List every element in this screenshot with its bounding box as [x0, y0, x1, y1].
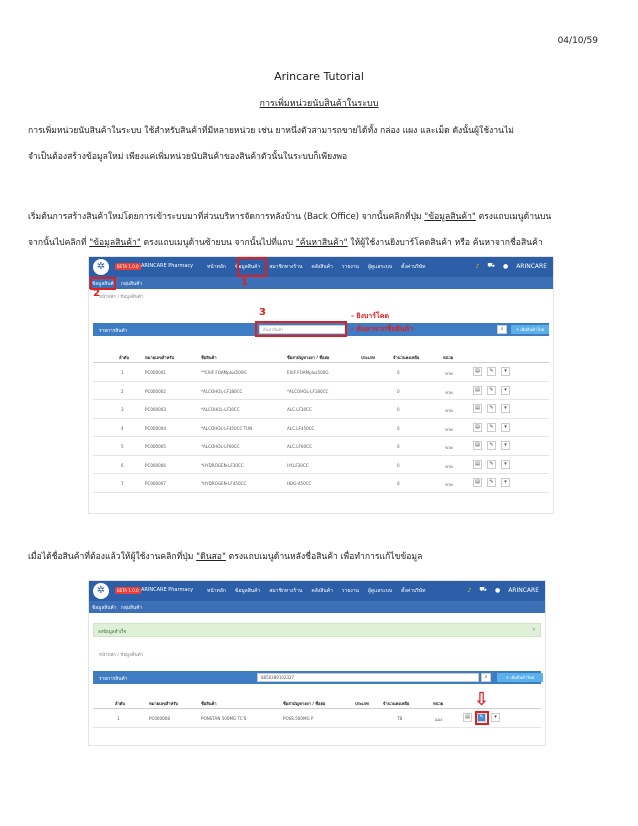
annotation-number-1: 1	[241, 277, 248, 288]
annotation-barcode-note: - ยิงบาร์โคด	[351, 312, 389, 320]
nav-inventory[interactable]: คลังสินค้า	[311, 588, 333, 594]
table-cell: ขวด	[445, 463, 453, 469]
product-list-label: รายการสินค้า	[99, 329, 128, 334]
annotation-number-3: 3	[259, 307, 266, 318]
table-cell: 5	[121, 444, 124, 449]
top-navbar	[89, 257, 553, 277]
user-name[interactable]: ARINCARE	[508, 586, 539, 594]
sub-navbar	[89, 277, 553, 289]
table-cell: PC000007	[145, 481, 166, 486]
step1-line-2: จากนั้นไปคลิกที่ "ข้อมูลสินค้า" ตรงแถบเมนูด้านซ้ายบน จากนั้นไปที่แถบ "ค้นหาสินค้า" ให้ผู้ใช้งานยิงบาร์โคดสินค้า หรือ ค้นหาจากชื่อสินค้า	[28, 238, 543, 248]
link-product-data-top: "ข้อมูลสินค้า"	[424, 212, 476, 222]
cart-icon[interactable]: ⛟	[479, 586, 487, 593]
table-cell: 0	[397, 407, 400, 412]
table-header-row: ลำดับ หมายเลขสำหรับ ชื่อสินค้า ชื่อสามัญทางยา / ชื่อย่อ ประเภท จำนวนคงเหลือ หน่วย	[93, 695, 541, 709]
document-icon[interactable]: ▤	[473, 441, 482, 450]
bell-icon[interactable]: ♪	[475, 262, 480, 270]
nav-home[interactable]: หน้าหลัก	[207, 588, 226, 594]
sub-navbar-2	[89, 601, 545, 613]
nav-admin[interactable]: ผู้ดูแลระบบ	[367, 588, 393, 594]
bell-icon[interactable]: ♪	[467, 586, 472, 594]
table-row	[93, 382, 549, 401]
subnav-product-groups[interactable]: กลุ่มสินค้า	[121, 606, 143, 611]
document-date: 04/10/59	[557, 36, 598, 46]
product-table	[93, 349, 549, 493]
product-list-label: รายการสินค้า	[99, 677, 128, 682]
product-list-header-2	[93, 671, 541, 684]
nav-product-data[interactable]: ข้อมูลสินค้า	[234, 264, 261, 270]
table-cell: *ALCOHOL-LF30CC	[201, 407, 240, 412]
caret-down-icon[interactable]: ▾	[501, 367, 510, 376]
step2-paragraph	[28, 544, 618, 570]
table-cell: PC000004	[145, 425, 166, 431]
pencil-icon[interactable]: ✎	[487, 386, 496, 395]
link-product-data-left: "ข้อมูลสินค้า"	[89, 238, 141, 248]
table-cell: ขวด	[445, 426, 453, 432]
table-header-row: ลำดับ หมายเลขสำหรับ ชื่อสินค้า ชื่อสามัญทางยา / ชื่อย่อ ประเภท จำนวนคงเหลือ หน่วย	[93, 349, 549, 363]
table-cell: 1	[121, 370, 124, 375]
table-cell: 0	[397, 370, 400, 375]
intro-paragraph	[28, 118, 618, 170]
pencil-icon[interactable]: ✎	[487, 423, 496, 432]
table-cell: PC000002	[145, 388, 166, 394]
table-cell: *HYDROGEN-LF30CC	[201, 462, 244, 468]
caret-down-icon[interactable]: ▾	[501, 423, 510, 432]
caret-down-icon[interactable]: ▾	[501, 460, 510, 469]
table-cell: 7	[121, 481, 124, 486]
annotation-box-search	[255, 321, 347, 337]
subnav-product-groups[interactable]: กลุ่มสินค้า	[121, 282, 143, 287]
table-row	[93, 437, 549, 456]
table-cell: PC000005	[145, 444, 166, 449]
search-input[interactable]: ค้นหาสินค้า	[259, 325, 347, 334]
pencil-icon[interactable]: ✎	[487, 460, 496, 469]
nav-reports[interactable]: รายงาน	[341, 588, 359, 594]
user-icon[interactable]: ●	[502, 262, 509, 270]
table-cell: PC000001	[145, 370, 166, 375]
top-navbar-2	[89, 581, 545, 601]
main-nav-2	[207, 587, 425, 595]
table-row	[93, 419, 549, 438]
user-icon[interactable]: ●	[494, 586, 501, 594]
table-cell: 0	[397, 425, 400, 431]
pencil-icon[interactable]: ✎	[487, 404, 496, 413]
document-icon[interactable]: ▤	[463, 713, 472, 722]
annotation-search-note: - ค้นหาจากชื่อสินค้า	[351, 325, 414, 333]
add-product-button[interactable]: + เพิ่มสินค้าใหม่	[511, 325, 549, 334]
table-row	[93, 456, 549, 475]
table-cell: 4	[121, 425, 124, 431]
caret-down-icon[interactable]: ▾	[491, 713, 500, 722]
table-cell: 0	[397, 462, 400, 468]
success-alert	[93, 623, 541, 637]
pencil-icon[interactable]: ✎	[487, 367, 496, 376]
logo-icon: ✲	[93, 259, 109, 275]
table-row	[93, 400, 549, 419]
table-cell: ขวด	[445, 371, 453, 376]
table-cell: 0	[397, 444, 400, 449]
table-cell: ALC.LF450CC	[287, 425, 315, 431]
document-icon[interactable]: ▤	[473, 478, 482, 487]
table-row: 1 PC000008 PONSTAN 500MG TC'S POSS.500MG P TB แผง ▤ ✎ ▾	[93, 709, 541, 728]
breadcrumb-2: หน้าหลัก / ข้อมูลสินค้า	[99, 653, 144, 658]
intro-line-1: การเพิ่มหน่วยนับสินค้าในระบบ ใช้สำหรับสินค้าที่มีหลายหน่วย เช่น ยาหนึ่งตัวสามารถขายได้ทั้ง กล่อง แผง และเม็ด ดังนั้นผู้ใช้งานไม่	[28, 126, 514, 136]
table-row	[93, 474, 549, 493]
table-cell: 0	[397, 388, 400, 394]
screenshot-product-list	[88, 256, 554, 514]
annotation-number-2: 2	[93, 288, 100, 299]
nav-admin[interactable]: ผู้ดูแลระบบ	[367, 264, 393, 270]
table-cell: ALC.LF60CC	[287, 444, 312, 449]
link-search-product: "ค้นหาสินค้า"	[295, 238, 348, 248]
step1-paragraph	[28, 204, 618, 256]
document-icon[interactable]: ▤	[473, 460, 482, 469]
table-cell: 0	[397, 481, 400, 486]
table-cell: *ALCOHOL-LF180CC	[201, 388, 243, 394]
table-cell: 6	[121, 462, 124, 468]
annotation-box-product-menu	[234, 257, 267, 277]
table-cell: HY.LF30CC	[287, 462, 309, 468]
table-cell: *ALCOHOL-LF180CC	[287, 388, 329, 394]
breadcrumb: หน้าหลัก / ข้อมูลสินค้า	[99, 295, 144, 300]
table-cell: **EXIF FOAMplus500G	[201, 370, 247, 375]
document-icon[interactable]: ▤	[473, 423, 482, 432]
subnav-product-data[interactable]: ข้อมูลสินค้า	[92, 282, 117, 287]
step1-line-1: เริ่มต้นการสร้างสินค้าใหม่โดยการเข้าระบบมาที่ส่วนบริหารจัดการหลังบ้าน (Back Office) จากนั้นคลิกที่ปุ่ม "ข้อมูลสินค้า" ตรงแถบเมนูด้านบน	[28, 212, 552, 222]
table-cell: ขวด	[445, 389, 453, 395]
table-cell: 3	[121, 407, 124, 412]
caret-down-icon[interactable]: ▾	[501, 404, 510, 413]
document-title: Arincare Tutorial	[274, 70, 364, 83]
pencil-icon[interactable]: ✎	[487, 478, 496, 487]
caret-down-icon[interactable]: ▾	[501, 478, 510, 487]
pencil-icon[interactable]: ✎	[487, 441, 496, 450]
table-row	[93, 363, 549, 382]
document-icon[interactable]: ▤	[473, 404, 482, 413]
nav-members[interactable]: สมาชิกทางร้าน	[269, 264, 303, 270]
table-cell: ALC.LF30CC	[287, 407, 312, 412]
nav-home[interactable]: หน้าหลัก	[207, 264, 226, 270]
nav-company-settings[interactable]: ตั้งค่าบริษัท	[401, 264, 426, 270]
annotation-box-pencil	[475, 711, 489, 725]
document-subtitle: การเพิ่มหน่วยนับสินค้าในระบบ	[259, 99, 379, 109]
table-cell: ขวด	[445, 445, 453, 450]
document-icon[interactable]: ▤	[473, 386, 482, 395]
success-alert-message: ลงข้อมูลสำเร็จ	[98, 630, 127, 635]
table-cell: PC000006	[145, 462, 166, 468]
nav-members[interactable]: สมาชิกทางร้าน	[269, 588, 303, 594]
nav-company-settings[interactable]: ตั้งค่าบริษัท	[401, 588, 426, 594]
table-cell: PC000003	[145, 407, 166, 412]
beta-badge: BETA 1.0.0	[117, 588, 139, 593]
screenshot-search-result	[88, 580, 546, 746]
table-cell: *ALCOHOL-LF60CC	[201, 444, 240, 449]
caret-down-icon[interactable]: ▾	[501, 386, 510, 395]
add-product-button[interactable]: + เพิ่มสินค้าใหม่	[497, 673, 543, 682]
user-name[interactable]: ARINCARE	[516, 262, 547, 270]
table-cell: ขวด	[445, 482, 453, 487]
nav-inventory[interactable]: คลังสินค้า	[311, 264, 333, 270]
table-cell: HDG-450CC	[287, 481, 312, 486]
table-cell: *HYDROGEN-LF450CC	[201, 481, 247, 486]
nav-product-data[interactable]: ข้อมูลสินค้า	[234, 588, 261, 594]
cart-icon[interactable]: ⛟	[487, 262, 495, 269]
subnav-product-data[interactable]: ข้อมูลสินค้า	[92, 606, 117, 611]
nav-reports[interactable]: รายงาน	[341, 264, 359, 270]
document-icon[interactable]: ▤	[473, 367, 482, 376]
search-icon[interactable]: ⌕	[481, 673, 491, 682]
pencil-icon[interactable]: ✎	[477, 713, 486, 722]
link-pencil: "ดินสอ"	[196, 552, 226, 562]
logo-icon: ✲	[93, 583, 109, 599]
close-icon[interactable]: ×	[531, 627, 536, 633]
intro-line-2: จำเป็นต้องสร้างข้อมูลใหม่ เพียงแค่เพิ่มหน่วยนับสินค้าของสินค้าตัวนั้นในระบบก็เพียงพอ	[28, 152, 348, 162]
table-cell: ขวด	[445, 408, 453, 413]
brand-name: ARINCARE Pharmacy	[141, 263, 194, 269]
caret-down-icon[interactable]: ▾	[501, 441, 510, 450]
brand-name: ARINCARE Pharmacy	[141, 587, 194, 593]
arrow-down-icon: ⇩	[474, 689, 490, 710]
table-cell: *ALCOHOL-LF450CC TUN	[201, 425, 253, 431]
beta-badge: BETA 1.0.0	[117, 264, 139, 269]
search-icon[interactable]: ⌕	[497, 325, 507, 334]
table-cell: EXIF FOAMplus500G	[287, 370, 329, 375]
search-input[interactable]: 8850389102327	[257, 673, 479, 682]
step2-line: เมื่อได้ชื่อสินค้าที่ต้องแล้วให้ผู้ใช้งานคลิกที่ปุ่ม "ดินสอ" ตรงแถบเมนูด้านหลังชื่อสินค้า เพื่อทำการแก้ไขข้อมูล	[28, 552, 423, 562]
table-cell: 2	[121, 388, 124, 394]
